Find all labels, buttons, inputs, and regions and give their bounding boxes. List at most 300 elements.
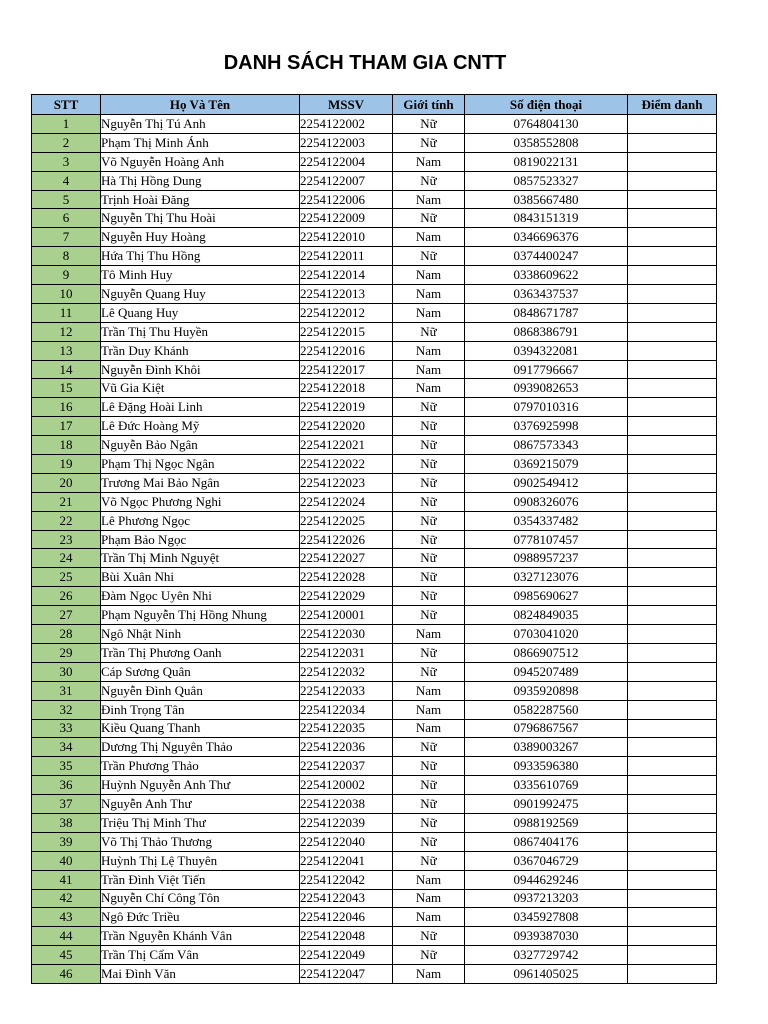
stt-cell: 29 [32,643,101,662]
attendance-cell[interactable] [628,379,717,398]
stt-cell: 3 [32,152,101,171]
stt-cell: 17 [32,417,101,436]
attendance-cell[interactable] [628,549,717,568]
gender-cell: Nữ [393,473,465,492]
phone-cell: 0988192569 [465,813,628,832]
gender-cell: Nữ [393,757,465,776]
student-id-cell: 2254122030 [300,625,393,644]
phone-cell: 0944629246 [465,870,628,889]
student-id-cell: 2254122020 [300,417,393,436]
stt-cell: 23 [32,530,101,549]
stt-cell: 45 [32,946,101,965]
phone-cell: 0358552808 [465,133,628,152]
table-row [32,549,717,568]
full-name-cell: Nguyễn Quang Huy [101,285,300,304]
full-name-cell: Trương Mai Bảo Ngân [101,473,300,492]
full-name-cell: Trần Phương Thảo [101,757,300,776]
document-title: DANH SÁCH THAM GIA CNTT [223,52,507,74]
phone-cell: 0908326076 [465,492,628,511]
phone-cell: 0327123076 [465,568,628,587]
gender-cell: Nữ [393,587,465,606]
student-id-cell: 2254122040 [300,832,393,851]
table-row [32,757,717,776]
full-name-cell: Huỳnh Nguyễn Anh Thư [101,776,300,795]
gender-cell: Nữ [393,549,465,568]
phone-cell: 0867573343 [465,436,628,455]
gender-cell: Nữ [393,795,465,814]
student-id-cell: 2254122049 [300,946,393,965]
student-id-cell: 2254122010 [300,228,393,247]
student-id-cell: 2254122006 [300,190,393,209]
full-name-cell: Đinh Trọng Tân [101,700,300,719]
table-row [32,190,717,209]
attendance-cell[interactable] [628,285,717,304]
attendance-cell[interactable] [628,908,717,927]
phone-cell: 0389003267 [465,738,628,757]
full-name-cell: Nguyễn Thị Thu Hoài [101,209,300,228]
gender-cell: Nữ [393,171,465,190]
table-row [32,606,717,625]
student-id-cell: 2254122023 [300,473,393,492]
stt-cell: 16 [32,398,101,417]
stt-cell: 36 [32,776,101,795]
student-id-cell: 2254122026 [300,530,393,549]
full-name-cell: Trần Nguyễn Khánh Vân [101,927,300,946]
table-row [32,738,717,757]
phone-cell: 0338609622 [465,266,628,285]
table-row [32,303,717,322]
full-name-cell: Lê Đặng Hoài Linh [101,398,300,417]
full-name-cell: Phạm Nguyễn Thị Hồng Nhung [101,606,300,625]
phone-cell: 0346696376 [465,228,628,247]
phone-cell: 0369215079 [465,455,628,474]
gender-cell: Nữ [393,436,465,455]
stt-cell: 34 [32,738,101,757]
student-id-cell: 2254122018 [300,379,393,398]
stt-cell: 42 [32,889,101,908]
student-id-cell: 2254120001 [300,606,393,625]
full-name-cell: Ngô Nhật Ninh [101,625,300,644]
gender-cell: Nam [393,908,465,927]
stt-cell: 7 [32,228,101,247]
phone-cell: 0385667480 [465,190,628,209]
table-row [32,133,717,152]
attendance-cell[interactable] [628,152,717,171]
attendance-cell[interactable] [628,832,717,851]
student-id-cell: 2254122009 [300,209,393,228]
full-name-cell: Ngô Đức Triều [101,908,300,927]
stt-cell: 35 [32,757,101,776]
table-row [32,643,717,662]
full-name-cell: Trần Thị Thu Huyền [101,322,300,341]
full-name-cell: Tô Minh Huy [101,266,300,285]
full-name-cell: Võ Ngọc Phương Nghi [101,492,300,511]
phone-cell: 0939387030 [465,927,628,946]
phone-cell: 0376925998 [465,417,628,436]
student-id-cell: 2254122037 [300,757,393,776]
gender-cell: Nữ [393,738,465,757]
full-name-cell: Bùi Xuân Nhi [101,568,300,587]
attendance-cell[interactable] [628,322,717,341]
header-student-id: MSSV [300,95,393,115]
attendance-cell[interactable] [628,625,717,644]
table-row [32,247,717,266]
stt-cell: 39 [32,832,101,851]
table-row [32,851,717,870]
phone-cell: 0394322081 [465,341,628,360]
phone-cell: 0857523327 [465,171,628,190]
table-row [32,209,717,228]
attendance-cell[interactable] [628,643,717,662]
table-row [32,946,717,965]
full-name-cell: Phạm Thị Minh Ánh [101,133,300,152]
stt-cell: 22 [32,511,101,530]
full-name-cell: Dương Thị Nguyên Thảo [101,738,300,757]
table-row [32,436,717,455]
table-row [32,360,717,379]
table-row [32,776,717,795]
stt-cell: 6 [32,209,101,228]
table-row [32,625,717,644]
gender-cell: Nữ [393,530,465,549]
attendance-cell[interactable] [628,851,717,870]
header-phone: Số điện thoại [465,95,628,115]
gender-cell: Nữ [393,133,465,152]
attendance-cell[interactable] [628,530,717,549]
student-id-cell: 2254122024 [300,492,393,511]
table-row [32,795,717,814]
table-row [32,455,717,474]
gender-cell: Nữ [393,398,465,417]
table-row [32,530,717,549]
gender-cell: Nữ [393,927,465,946]
table-row [32,681,717,700]
attendance-cell[interactable] [628,776,717,795]
stt-cell: 38 [32,813,101,832]
phone-cell: 0935920898 [465,681,628,700]
student-id-cell: 2254122041 [300,851,393,870]
phone-cell: 0335610769 [465,776,628,795]
attendance-cell[interactable] [628,870,717,889]
table-row [32,965,717,984]
attendance-cell[interactable] [628,965,717,984]
full-name-cell: Mai Đình Văn [101,965,300,984]
attendance-cell[interactable] [628,398,717,417]
attendance-cell[interactable] [628,417,717,436]
student-id-cell: 2254122031 [300,643,393,662]
gender-cell: Nam [393,719,465,738]
student-id-cell: 2254122039 [300,813,393,832]
stt-cell: 31 [32,681,101,700]
full-name-cell: Nguyễn Bảo Ngân [101,436,300,455]
attendance-cell[interactable] [628,681,717,700]
full-name-cell: Lê Quang Huy [101,303,300,322]
full-name-cell: Đàm Ngọc Uyên Nhi [101,587,300,606]
gender-cell: Nữ [393,209,465,228]
phone-cell: 0327729742 [465,946,628,965]
gender-cell: Nữ [393,776,465,795]
gender-cell: Nam [393,152,465,171]
full-name-cell: Trần Duy Khánh [101,341,300,360]
stt-cell: 26 [32,587,101,606]
full-name-cell: Trịnh Hoài Đăng [101,190,300,209]
full-name-cell: Hà Thị Hồng Dung [101,171,300,190]
full-name-cell: Kiều Quang Thanh [101,719,300,738]
phone-cell: 0939082653 [465,379,628,398]
table-row [32,908,717,927]
gender-cell: Nam [393,228,465,247]
stt-cell: 28 [32,625,101,644]
phone-cell: 0843151319 [465,209,628,228]
gender-cell: Nữ [393,662,465,681]
gender-cell: Nữ [393,568,465,587]
attendance-cell[interactable] [628,190,717,209]
phone-cell: 0902549412 [465,473,628,492]
student-id-cell: 2254122046 [300,908,393,927]
full-name-cell: Trần Đình Việt Tiến [101,870,300,889]
gender-cell: Nữ [393,643,465,662]
gender-cell: Nam [393,190,465,209]
student-id-cell: 2254122025 [300,511,393,530]
student-id-cell: 2254122015 [300,322,393,341]
header-gender: Giới tính [393,95,465,115]
student-id-cell: 2254122043 [300,889,393,908]
gender-cell: Nữ [393,322,465,341]
table-row [32,889,717,908]
attendance-cell[interactable] [628,927,717,946]
attendance-cell[interactable] [628,606,717,625]
stt-cell: 10 [32,285,101,304]
student-id-cell: 2254122038 [300,795,393,814]
student-id-cell: 2254122032 [300,662,393,681]
attendance-table [31,94,717,984]
phone-cell: 0778107457 [465,530,628,549]
student-id-cell: 2254122012 [300,303,393,322]
attendance-cell[interactable] [628,568,717,587]
student-id-cell: 2254122002 [300,115,393,134]
table-row [32,341,717,360]
student-id-cell: 2254122016 [300,341,393,360]
full-name-cell: Nguyễn Huy Hoàng [101,228,300,247]
gender-cell: Nữ [393,492,465,511]
student-id-cell: 2254122013 [300,285,393,304]
table-row [32,171,717,190]
stt-cell: 44 [32,927,101,946]
stt-cell: 21 [32,492,101,511]
attendance-cell[interactable] [628,511,717,530]
stt-cell: 41 [32,870,101,889]
attendance-cell[interactable] [628,171,717,190]
table-row [32,152,717,171]
stt-cell: 8 [32,247,101,266]
stt-cell: 1 [32,115,101,134]
attendance-cell[interactable] [628,341,717,360]
full-name-cell: Trần Thị Cẩm Vân [101,946,300,965]
full-name-cell: Nguyễn Thị Tú Anh [101,115,300,134]
student-id-cell: 2254122021 [300,436,393,455]
table-body [32,115,717,984]
gender-cell: Nữ [393,946,465,965]
stt-cell: 13 [32,341,101,360]
student-id-cell: 2254122029 [300,587,393,606]
gender-cell: Nam [393,965,465,984]
full-name-cell: Vũ Gia Kiệt [101,379,300,398]
phone-cell: 0354337482 [465,511,628,530]
gender-cell: Nam [393,285,465,304]
table-row [32,662,717,681]
student-id-cell: 2254122028 [300,568,393,587]
gender-cell: Nữ [393,851,465,870]
gender-cell: Nam [393,360,465,379]
full-name-cell: Lê Phương Ngọc [101,511,300,530]
table-row [32,322,717,341]
table-row [32,813,717,832]
attendance-cell[interactable] [628,133,717,152]
phone-cell: 0367046729 [465,851,628,870]
full-name-cell: Huỳnh Thị Lệ Thuyên [101,851,300,870]
attendance-cell[interactable] [628,115,717,134]
phone-cell: 0764804130 [465,115,628,134]
table-row [32,927,717,946]
attendance-cell[interactable] [628,662,717,681]
stt-cell: 18 [32,436,101,455]
attendance-cell[interactable] [628,757,717,776]
full-name-cell: Nguyễn Chí Công Tôn [101,889,300,908]
table-row [32,398,717,417]
gender-cell: Nữ [393,606,465,625]
full-name-cell: Võ Nguyễn Hoàng Anh [101,152,300,171]
stt-cell: 30 [32,662,101,681]
table-row [32,832,717,851]
full-name-cell: Nguyễn Đình Khôi [101,360,300,379]
phone-cell: 0797010316 [465,398,628,417]
table-row [32,587,717,606]
table-row [32,473,717,492]
stt-cell: 46 [32,965,101,984]
full-name-cell: Trần Thị Minh Nguyệt [101,549,300,568]
student-id-cell: 2254120002 [300,776,393,795]
stt-cell: 12 [32,322,101,341]
stt-cell: 25 [32,568,101,587]
phone-cell: 0703041020 [465,625,628,644]
attendance-cell[interactable] [628,266,717,285]
attendance-cell[interactable] [628,228,717,247]
attendance-cell[interactable] [628,795,717,814]
gender-cell: Nữ [393,455,465,474]
stt-cell: 43 [32,908,101,927]
student-id-cell: 2254122004 [300,152,393,171]
student-id-cell: 2254122017 [300,360,393,379]
header-attendance: Điểm danh [628,95,717,115]
table-row [32,511,717,530]
phone-cell: 0868386791 [465,322,628,341]
stt-cell: 5 [32,190,101,209]
table-row [32,870,717,889]
student-id-cell: 2254122022 [300,455,393,474]
student-id-cell: 2254122033 [300,681,393,700]
gender-cell: Nam [393,889,465,908]
phone-cell: 0961405025 [465,965,628,984]
attendance-cell[interactable] [628,247,717,266]
full-name-cell: Nguyễn Đình Quân [101,681,300,700]
attendance-cell[interactable] [628,303,717,322]
full-name-cell: Võ Thị Thảo Thương [101,832,300,851]
attendance-cell[interactable] [628,889,717,908]
full-name-cell: Nguyễn Anh Thư [101,795,300,814]
attendance-cell[interactable] [628,360,717,379]
table-row [32,228,717,247]
stt-cell: 14 [32,360,101,379]
header-full-name: Họ Và Tên [101,95,300,115]
stt-cell: 40 [32,851,101,870]
table-header-row [32,95,717,115]
phone-cell: 0796867567 [465,719,628,738]
gender-cell: Nam [393,681,465,700]
student-id-cell: 2254122034 [300,700,393,719]
student-id-cell: 2254122027 [300,549,393,568]
full-name-cell: Hứa Thị Thu Hồng [101,247,300,266]
stt-cell: 24 [32,549,101,568]
attendance-cell[interactable] [628,738,717,757]
gender-cell: Nữ [393,832,465,851]
phone-cell: 0819022131 [465,152,628,171]
attendance-cell[interactable] [628,492,717,511]
phone-cell: 0937213203 [465,889,628,908]
stt-cell: 27 [32,606,101,625]
stt-cell: 11 [32,303,101,322]
stt-cell: 2 [32,133,101,152]
table-row [32,285,717,304]
stt-cell: 9 [32,266,101,285]
phone-cell: 0867404176 [465,832,628,851]
full-name-cell: Phạm Thị Ngọc Ngân [101,455,300,474]
student-id-cell: 2254122007 [300,171,393,190]
student-id-cell: 2254122042 [300,870,393,889]
stt-cell: 4 [32,171,101,190]
phone-cell: 0945207489 [465,662,628,681]
stt-cell: 37 [32,795,101,814]
table-row [32,379,717,398]
attendance-cell[interactable] [628,719,717,738]
phone-cell: 0933596380 [465,757,628,776]
full-name-cell: Trần Thị Phương Oanh [101,643,300,662]
attendance-cell[interactable] [628,209,717,228]
phone-cell: 0363437537 [465,285,628,304]
full-name-cell: Triệu Thị Minh Thư [101,813,300,832]
table-row [32,417,717,436]
phone-cell: 0374400247 [465,247,628,266]
student-id-cell: 2254122003 [300,133,393,152]
gender-cell: Nữ [393,813,465,832]
full-name-cell: Phạm Bảo Ngọc [101,530,300,549]
attendance-cell[interactable] [628,473,717,492]
attendance-cell[interactable] [628,587,717,606]
attendance-cell[interactable] [628,813,717,832]
student-id-cell: 2254122035 [300,719,393,738]
attendance-cell[interactable] [628,700,717,719]
student-id-cell: 2254122014 [300,266,393,285]
attendance-cell[interactable] [628,946,717,965]
phone-cell: 0985690627 [465,587,628,606]
gender-cell: Nữ [393,115,465,134]
gender-cell: Nam [393,303,465,322]
gender-cell: Nam [393,341,465,360]
attendance-cell[interactable] [628,455,717,474]
table-row [32,700,717,719]
attendance-cell[interactable] [628,436,717,455]
phone-cell: 0917796667 [465,360,628,379]
gender-cell: Nữ [393,247,465,266]
